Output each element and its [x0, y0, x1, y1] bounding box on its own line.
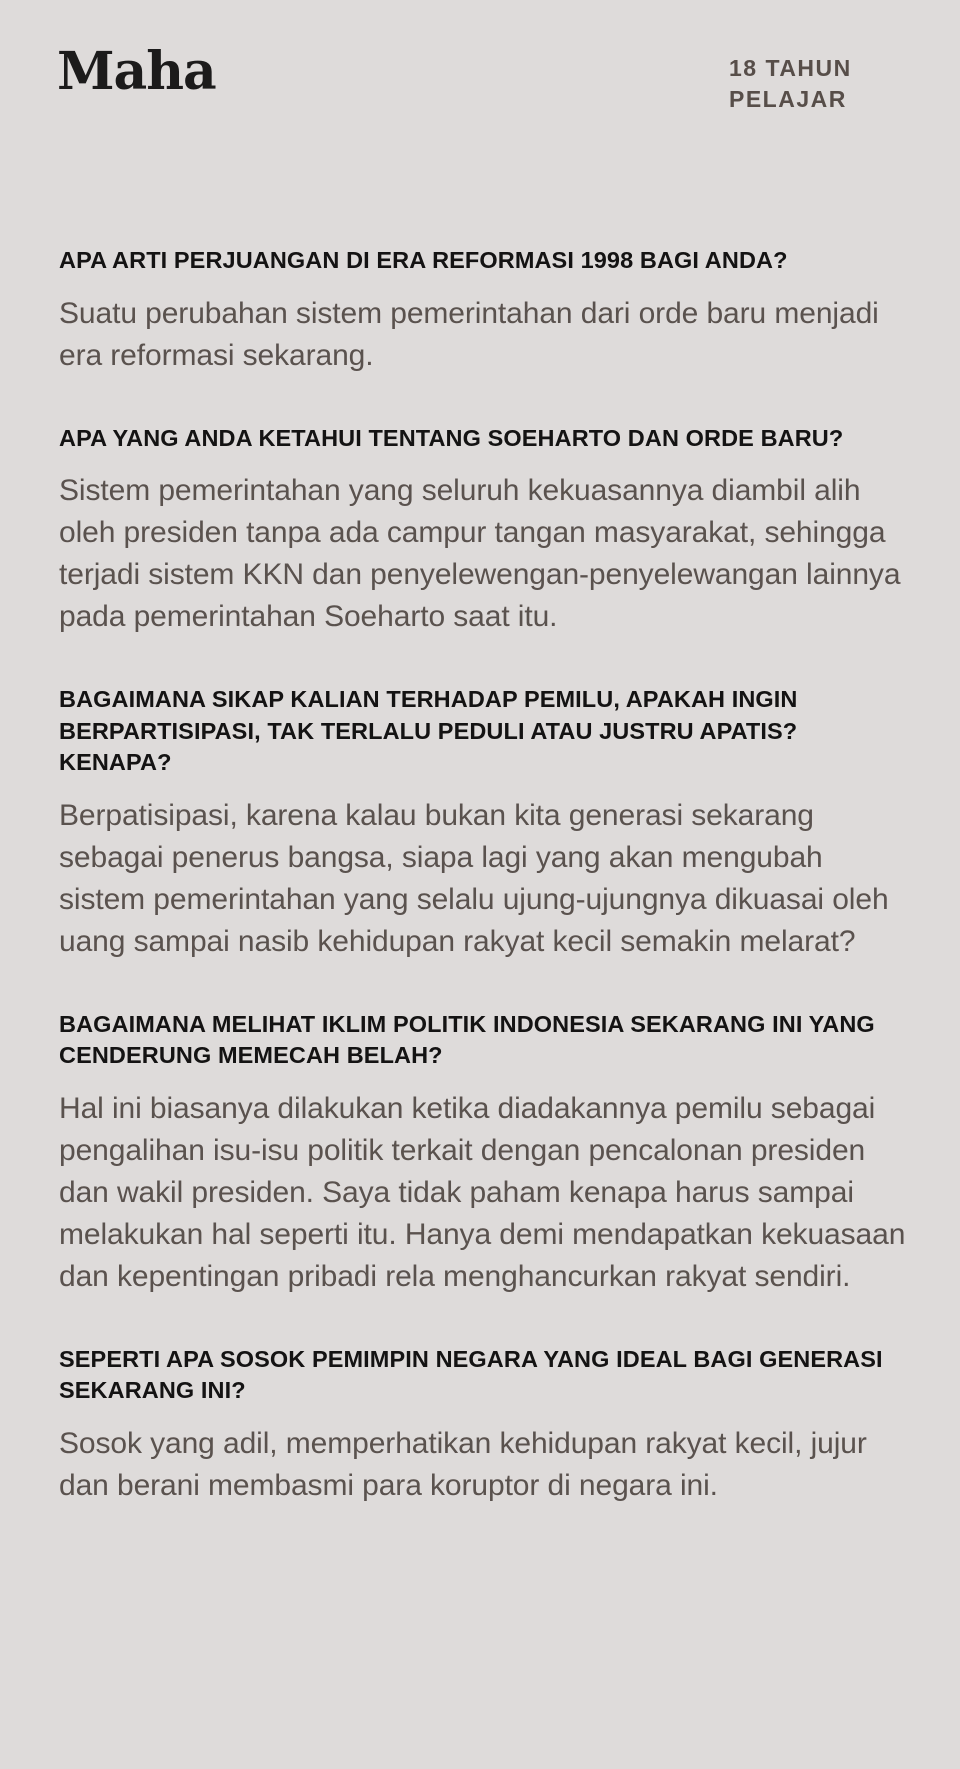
page-header	[0, 0, 960, 140]
qa-item	[59, 1009, 909, 1298]
question-text: BAGAIMANA SIKAP KALIAN TERHADAP PEMILU, APAKAH INGIN BERPARTISIPASI, TAK TERLALU PEDULI ATAU JUSTRU APATIS? KENAPA?	[59, 686, 798, 775]
interview-qa-list	[59, 245, 909, 1553]
answer-text: Sosok yang adil, memperhatikan kehidupan rakyat kecil, jujur dan berani membasmi para koruptor di negara ini.	[59, 1426, 867, 1502]
question-text: BAGAIMANA MELIHAT IKLIM POLITIK INDONESIA SEKARANG INI YANG CENDERUNG MEMECAH BELAH?	[59, 1010, 875, 1068]
answer-text: Suatu perubahan sistem pemerintahan dari orde baru menjadi era reformasi sekarang.	[59, 296, 879, 372]
qa-item	[59, 423, 909, 639]
question-text: APA YANG ANDA KETAHUI TENTANG SOEHARTO DAN ORDE BARU?	[59, 424, 844, 451]
qa-item	[59, 1344, 909, 1507]
answer-text: Sistem pemerintahan yang seluruh kekuasannya diambil alih oleh presiden tanpa ada campur tangan masyarakat, sehingga terjadi sistem KKN dan penyelewengan-penyelewangan lainnya pada pemerintahan Soeharto saat itu.	[59, 474, 901, 633]
answer-text: Berpatisipasi, karena kalau bukan kita generasi sekarang sebagai penerus bangsa, siapa lagi yang akan mengubah sistem pemerintahan yang selalu ujung-ujungnya dikuasai oleh uang sampai nasib kehidupan rakyat kecil semakin melarat?	[59, 798, 889, 958]
age-label: 18 TAHUN	[729, 55, 852, 81]
question-text: SEPERTI APA SOSOK PEMIMPIN NEGARA YANG IDEAL BAGI GENERASI SEKARANG INI?	[59, 1345, 883, 1403]
question-text: APA ARTI PERJUANGAN DI ERA REFORMASI 1998 BAGI ANDA?	[59, 247, 788, 273]
interviewee-profile	[729, 53, 852, 115]
qa-item	[59, 684, 909, 963]
answer-text: Hal ini biasanya dilakukan ketika diadakannya pemilu sebagai pengalihan isu-isu politik terkait dengan pencalonan presiden dan wakil presiden. Saya tidak paham kenapa harus sampai melakukan hal seperti itu. Hanya demi mendapatkan kekuasaan dan kepentingan pribadi rela menghancurkan rakyat sendiri.	[59, 1091, 906, 1293]
interviewee-name: Maha	[57, 41, 216, 102]
qa-item	[59, 245, 909, 377]
occupation-label: PELAJAR	[729, 86, 847, 112]
